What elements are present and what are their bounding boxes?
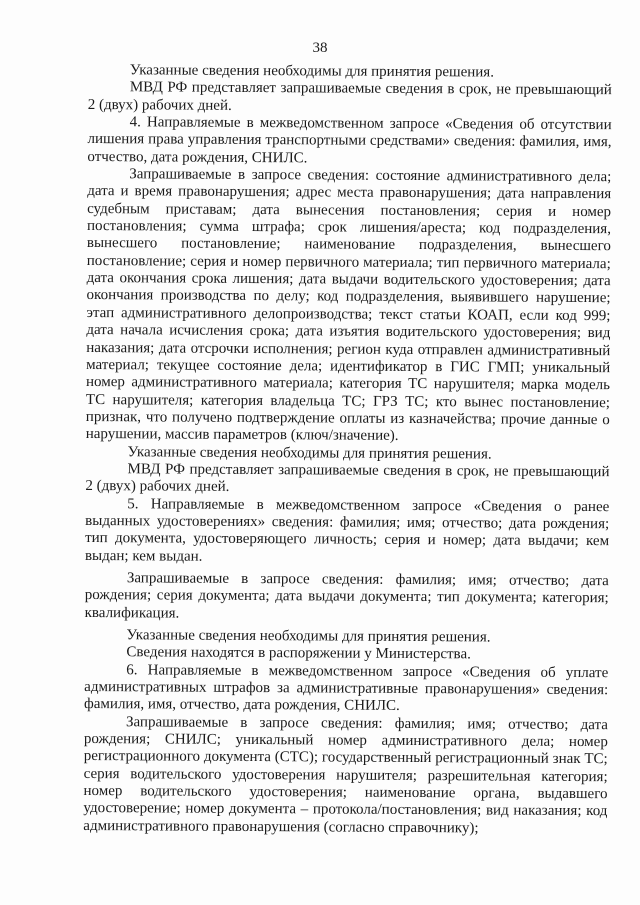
- document-body: [83, 62, 612, 838]
- paragraph-decision-note-3: Указанные сведения необходимы для принятия решения.: [126, 627, 491, 646]
- paragraph-decision-note-1: Указанные сведения необходимы для принятия решения.: [129, 62, 495, 81]
- paragraph-section-4-request: 4. Направляемые в межведомственном запросе «Сведения об отсутствии лишения права управления транспортными средствами» сведения: фамилия, имя, отчество, дата рождения, СНИЛС.: [87, 114, 612, 167]
- paragraph-section-6-requested-fields: Запрашиваемые в запросе сведения: фамилия; имя; отчество; дата рождения; СНИЛС; уникальный номер административного дела; номер регистрационного документа (СТС); государственный регистрационный знак ТС; серия водительского удостоверения нарушителя; разрешительная категория; номер водительского удостоверения; наименование органа, выдавшего удостоверение; номер документа – протокола/постановления; вид наказания; код административного правонарушения (согласно справочнику);: [83, 713, 609, 837]
- paragraph-mvd-deadline-1: МВД РФ представляет запрашиваемые сведения в срок, не превышающий 2 (двух) рабочих дней.: [87, 79, 612, 114]
- paragraph-mvd-deadline-2: МВД РФ представляет запрашиваемые сведения в срок, не превышающий 2 (двух) рабочих дней.: [85, 461, 610, 496]
- paragraph-section-6-request: 6. Направляемые в межведомственном запросе «Сведения об уплате административных штрафов за административные правонарушения» сведения: фамилия, имя, отчество, дата рождения, СНИЛС.: [84, 661, 609, 715]
- paragraph-section-5-requested-fields: Запрашиваемые в запросе сведения: фамилия; имя; отчество; дата рождения; серия документа; дата выдачи документа; тип документа; категория; квалификация.: [84, 570, 609, 622]
- paragraph-section-4-requested-fields: Запрашиваемые в запросе сведения: состояние административного дела; дата и время правонарушения; адрес места правонарушения; дата направления судебным приставам; дата вынесения постановления; серия и номер постановления; сумма штрафа; срок лишения/ареста; код подразделения, вынесшего постановление; наименование подразделения, вынесшего постановление; серия и номер первичного материала; тип первичного материала; дата окончания срока лишения; дата выдачи водительского удостоверения; дата окончания производства по делу; код подразделения, выявившего нарушение; этап административного делопроизводства; текст статьи КОАП, если код 999; дата начала исчисления срока; дата изъятия водительского удостоверения; вид наказания; дата отсрочки исполнения; регион куда отправлен административный материал; текущее состояние дела; идентификатор в ГИС ГМП; уникальный номер административного материала; категория ТС нарушителя; марка модель ТС нарушителя; категория владельца ТС; ГРЗ ТС; кто вынес постановление; признак, что получено подтверждение оплаты из казначейства; прочие данные о нарушении, массив параметров (ключ/значение).: [85, 166, 612, 445]
- paragraph-decision-note-2: Указанные сведения необходимы для принятия решения.: [127, 443, 492, 463]
- paragraph-section-5-request: 5. Направляемые в межведомственном запросе «Сведения о ранее выданных удостоверениях» сведения: фамилия; имя; отчество; дата рождения; тип документа, удостоверяющего личность; серия и номер; дата выдачи; кем выдан; кем выдан.: [84, 495, 610, 565]
- page-number: 38: [312, 40, 328, 56]
- paragraph-ministry-holds-data: Сведения находятся в распоряжении у Министерства.: [126, 644, 471, 663]
